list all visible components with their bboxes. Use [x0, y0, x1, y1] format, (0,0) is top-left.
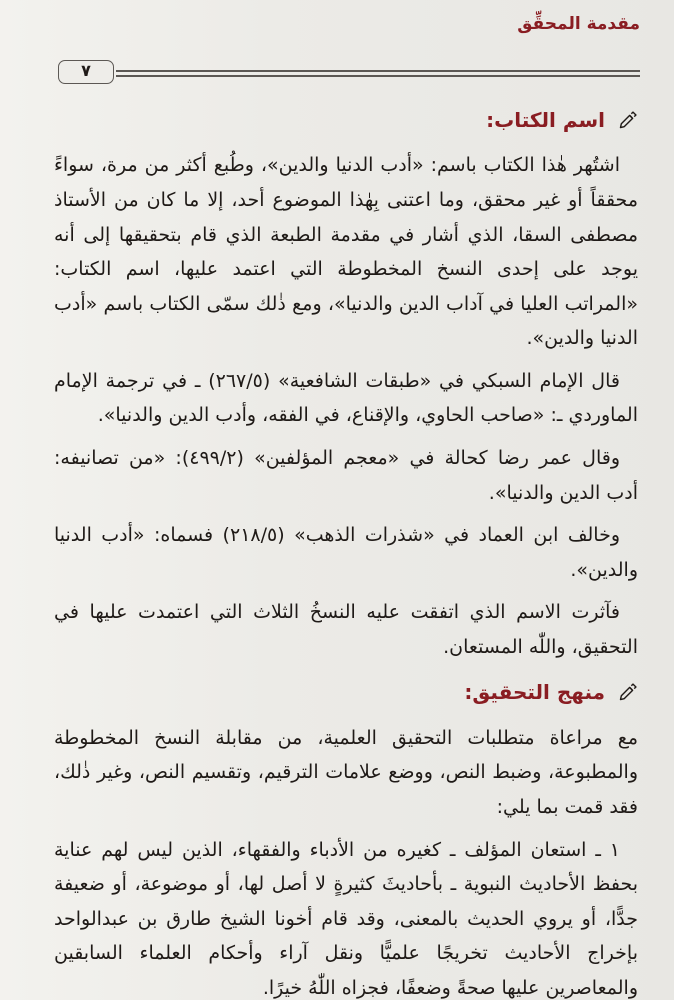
page-number: ٧ [81, 61, 91, 80]
section-heading-text: اسم الكتاب: [486, 108, 606, 132]
page-content [54, 92, 638, 1000]
section-heading-text: منهج التحقيق: [464, 680, 606, 705]
page-number-box [58, 60, 114, 84]
double-rule-lines [116, 70, 640, 77]
paragraph-book-name-2: قال الإمام السبكي في «طبقات الشافعية» (٢٦٧/٥) ـ في ترجمة الإمام الماوردي ـ: «صاحب الحاوي، والإقناع، في الفقه، وأدب الدين والدنيا». [54, 369, 638, 427]
paragraph-book-name-5: فآثرت الاسم الذي اتفقت عليه النسخُ الثلاث التي اعتمدت عليها في التحقيق، واللّٰه المستعان. [54, 601, 638, 658]
paragraph-method-1: مع مراعاة متطلبات التحقيق العلمية، من مقابلة النسخ المخطوطة والمطبوعة، وضبط النص، ووضع علامات الترقيم، وتقسيم النص، وغير ذٰلك، فقد قمت بما يلي: [54, 726, 638, 819]
header-rule [58, 62, 640, 86]
paragraph-book-name-4: وخالف ابن العماد في «شذرات الذهب» (٢١٨/٥) فسماه: «أدب الدنيا والدين». [54, 524, 638, 581]
paragraph-book-name-1: اشتُهر هٰذا الكتاب باسم: «أدب الدنيا والدين»، وطُبع أكثر من مرة، سواءً محققاً أو غير محقق، وما اعتنى بِهٰذا الموضوع أحد، إلا ما كان من الأستاذ مصطفى السقا، الذي أشار في مقدمة الطبعة الذي قام بتحقيقها إلى أنه يوجد على إحدى النسخ المخطوطة التي اعتمد عليها، اسم الكتاب: «المراتب العليا في آداب الدين والدنيا»، ومع ذٰلك سمّى الكتاب باسم «أدب الدنيا والدين». [54, 154, 638, 350]
running-title: مقدمة المحقِّق [517, 14, 640, 34]
pen-icon [618, 105, 638, 125]
section-heading-method [54, 674, 638, 710]
paragraph-method-item-1: ١ ـ استعان المؤلف ـ كغيره من الأدباء والفقهاء، الذين ليس لهم عناية بحفظ الأحاديث النبوية ـ بأحاديثَ كثيرةٍ لا أصل لها، أو موضوعة، أو ضعيفة جدًّا، أو يروي الحديث بالمعنى، وقد قام أخونا الشيخ طارق بن عبدالواحد بإخراج الأحاديث تخريجًا علميًّا ونقل آراء وأحكام العلماء السابقين والمعاصرين عليها صحةً وضعفًا، فجزاه اللّٰهُ خيرًا. [54, 838, 638, 999]
section-heading-book-title [54, 102, 638, 138]
paragraph-book-name-3: وقال عمر رضا كحالة في «معجم المؤلفين» (٤٩٩/٢): «من تصانيفه: أدب الدين والدنيا». [54, 447, 638, 504]
pen-icon [618, 677, 638, 697]
